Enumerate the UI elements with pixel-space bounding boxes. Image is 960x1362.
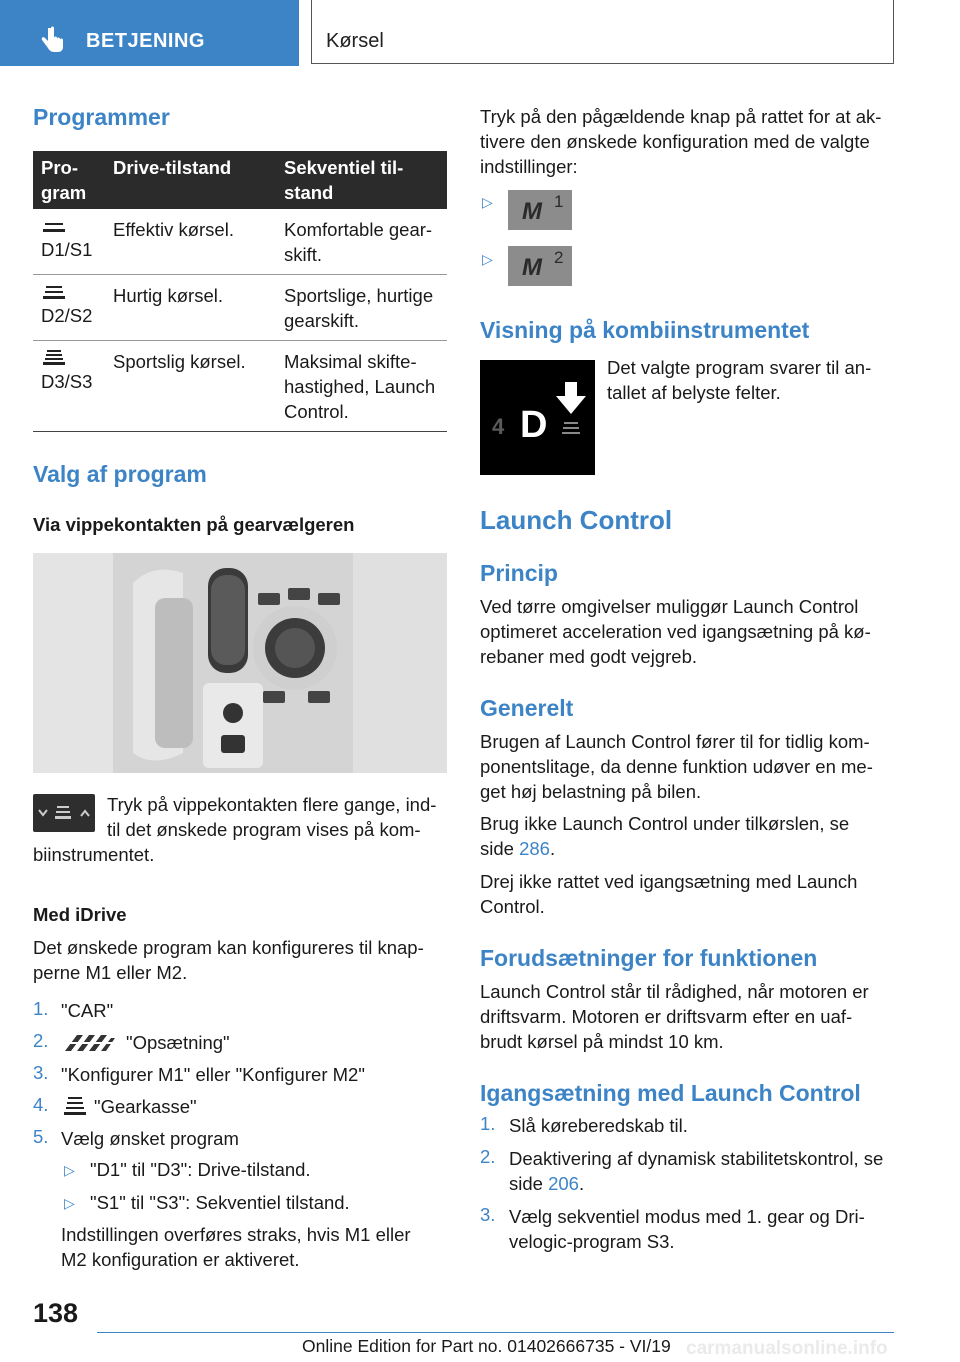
- general-text-3: Drej ikke rattet ved igangsætning med Launch Control.: [480, 871, 858, 917]
- gear-selector-photo: [33, 553, 447, 773]
- programs-table: [33, 151, 447, 432]
- program-code: D2/S2: [41, 305, 93, 326]
- table-row: [33, 341, 447, 432]
- header-drive: Drive-tilstand: [105, 151, 276, 209]
- transfer-text: Indstillingen overføres straks, hvis M1 eller M2 konfiguration er aktiveret.: [61, 1224, 411, 1270]
- sequential-mode: Komfortable gear- skift.: [276, 209, 447, 275]
- step-text: Vælg sekventiel modus med 1. gear og Dri- velogic-program S3.: [509, 1206, 865, 1252]
- launch-control-heading: Launch Control: [480, 505, 673, 535]
- display-heading: Visning på kombiinstrumentet: [480, 317, 810, 343]
- via-switch-heading: Via vippekontakten på gearvælgeren: [33, 514, 355, 535]
- step-number: 2.: [480, 1146, 496, 1167]
- page-link-206[interactable]: 206: [548, 1173, 579, 1194]
- program-1-icon: [41, 217, 67, 237]
- start-heading: Igangsætning med Launch Control: [480, 1080, 861, 1106]
- section-tab: [0, 0, 299, 66]
- settings-stripes-icon: [61, 1033, 117, 1053]
- step-number: 3.: [480, 1204, 496, 1225]
- general-text-2: Brug ikke Launch Control under tilkørslen, se side 286.: [480, 813, 850, 859]
- arrow-down-icon: [554, 382, 590, 444]
- programs-heading: Programmer: [33, 104, 170, 130]
- header-sequential: Sekventiel til- stand: [276, 151, 447, 209]
- select-program-heading: Valg af program: [33, 461, 207, 487]
- table-row: [33, 275, 447, 341]
- program-code: D1/S1: [41, 239, 93, 260]
- step-number: 2.: [33, 1030, 49, 1051]
- prerequisites-heading: Forudsætninger for funktionen: [480, 945, 818, 971]
- edition-text: Online Edition for Part no. 01402666735 - VI/19: [302, 1336, 671, 1356]
- chapter-tab: [311, 0, 894, 64]
- table-row: [33, 209, 447, 275]
- step-text: Deaktivering af dynamisk stabilitetskontrol, se side 206.: [509, 1148, 884, 1194]
- hand-pointer-icon: [40, 26, 66, 54]
- step-number: 4.: [33, 1094, 49, 1115]
- general-heading: Generelt: [480, 695, 574, 721]
- step-text: "CAR": [61, 1000, 114, 1021]
- step-number: 1.: [33, 998, 49, 1019]
- press-switch-text-continued: biinstrumentet.: [33, 844, 155, 865]
- step-text: "Opsætning": [126, 1032, 230, 1053]
- display-text: Det valgte program svarer til an- tallet af belyste felter.: [607, 357, 872, 403]
- drive-mode: Hurtig kørsel.: [105, 275, 276, 341]
- sub-step-text: "S1" til "S3": Sekventiel tilstand.: [90, 1192, 350, 1213]
- bullet-triangle-icon: ▷: [482, 194, 493, 210]
- gearbox-icon: [62, 1095, 88, 1117]
- prerequisites-text: Launch Control står til rådighed, når motoren er driftsvarm. Motoren er driftsvarm efter en uaf- brudt kørsel på mindst 10 km.: [480, 981, 869, 1052]
- chapter-title: Kørsel: [326, 30, 384, 52]
- step-number: 3.: [33, 1062, 49, 1083]
- idrive-heading: Med iDrive: [33, 904, 127, 925]
- step-number: 1.: [480, 1113, 496, 1134]
- idrive-text: Det ønskede program kan konfigureres til knap- perne M1 eller M2.: [33, 937, 424, 983]
- step-text: Vælg ønsket program: [61, 1128, 239, 1149]
- sub-step-text: "D1" til "D3": Drive-tilstand.: [90, 1159, 311, 1180]
- program-3-icon: [41, 349, 67, 369]
- section-title: BETJENING: [86, 30, 205, 52]
- instrument-cluster-image: 4 D: [480, 360, 595, 475]
- bullet-triangle-icon: ▷: [64, 1162, 75, 1178]
- drive-mode: Effektiv kørsel.: [105, 209, 276, 275]
- drive-mode: Sportslig kørsel.: [105, 341, 276, 432]
- rocker-switch-icon: [33, 794, 95, 832]
- table-header-row: [33, 151, 447, 209]
- bullet-triangle-icon: ▷: [64, 1195, 75, 1211]
- m2-button-icon: M 2: [508, 246, 572, 286]
- step-text: "Konfigurer M1" eller "Konfigurer M2": [61, 1064, 365, 1085]
- sequential-mode: Maksimal skifte- hastighed, Launch Control.: [276, 341, 447, 432]
- principle-heading: Princip: [480, 560, 558, 586]
- press-switch-text: Tryk på vippekontakten flere gange, ind- til det ønskede program vises på kom-: [107, 794, 437, 840]
- header-program: Pro- gram: [33, 151, 105, 209]
- m1-button-icon: M 1: [508, 190, 572, 230]
- page-number: 138: [33, 1298, 79, 1328]
- page-link-286[interactable]: 286: [519, 838, 550, 859]
- principle-text: Ved tørre omgivelser muliggør Launch Control optimeret acceleration ved igangsætning på kø- rebaner med godt vejgreb.: [480, 596, 871, 667]
- watermark: carmanualsonline.info: [686, 1338, 888, 1359]
- step-number: 5.: [33, 1126, 49, 1147]
- footer-divider: [97, 1332, 894, 1333]
- sequential-mode: Sportslige, hurtige gearskift.: [276, 275, 447, 341]
- press-wheel-text: Tryk på den pågældende knap på rattet for at ak- tivere den ønskede konfiguration med de valgte indstillinger:: [480, 106, 882, 177]
- step-text: "Gearkasse": [94, 1096, 197, 1117]
- program-code: D3/S3: [41, 371, 93, 392]
- general-text-1: Brugen af Launch Control fører til for tidlig kom- ponentslitage, da denne funktion udøver en me- get høj belastning på bilen.: [480, 731, 873, 802]
- program-2-icon: [41, 283, 67, 303]
- bullet-triangle-icon: ▷: [482, 251, 493, 267]
- step-text: Slå køreberedskab til.: [509, 1115, 688, 1136]
